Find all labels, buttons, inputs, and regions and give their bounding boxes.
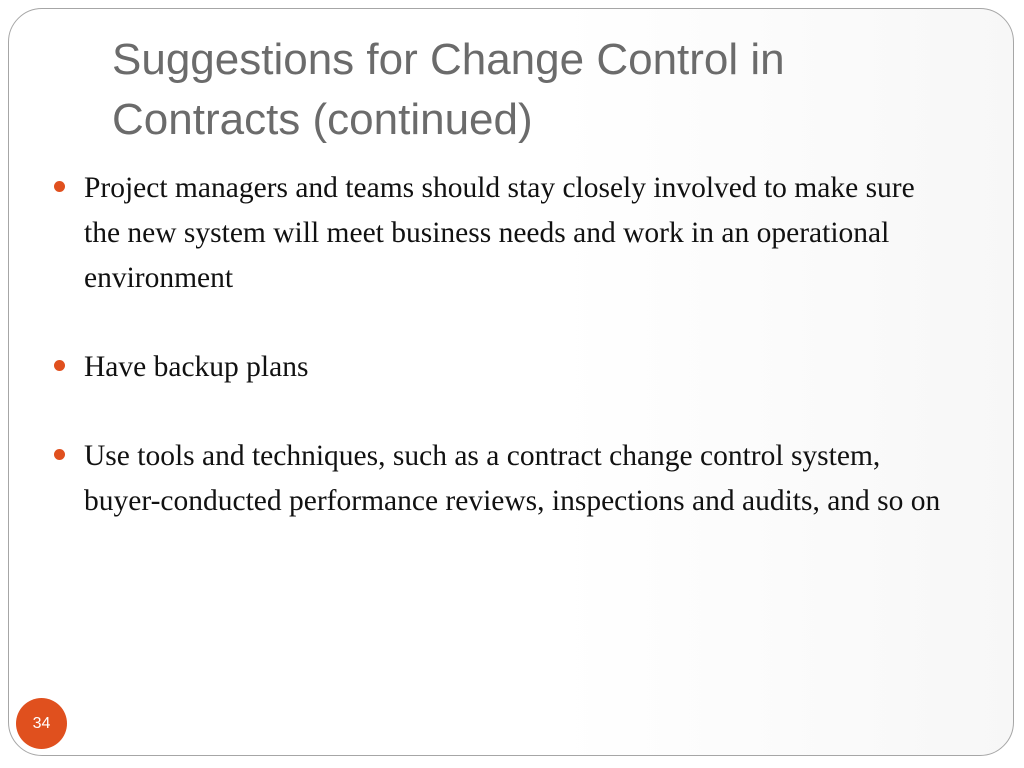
bullet-item: [54, 345, 954, 390]
bullet-dot-icon: [54, 360, 65, 371]
bullet-text: Have backup plans: [84, 351, 309, 383]
title-line-1: Suggestions for Change Control in: [112, 35, 785, 84]
bullet-dot-icon: [54, 449, 65, 460]
bullet-item: [54, 434, 954, 524]
bullet-text: Use tools and techniques, such as a contract change control system, buyer-conducted performance reviews, inspections and audits, and so on: [84, 440, 941, 517]
bullet-list: [54, 166, 954, 568]
page-number-badge: 34: [16, 698, 67, 749]
title-line-2: Contracts (continued): [112, 95, 533, 144]
slide-title: [112, 30, 972, 150]
bullet-dot-icon: [54, 181, 65, 192]
bullet-text: Project managers and teams should stay closely involved to make sure the new system will meet business needs and work in an operational environment: [84, 172, 915, 294]
bullet-item: [54, 166, 954, 301]
